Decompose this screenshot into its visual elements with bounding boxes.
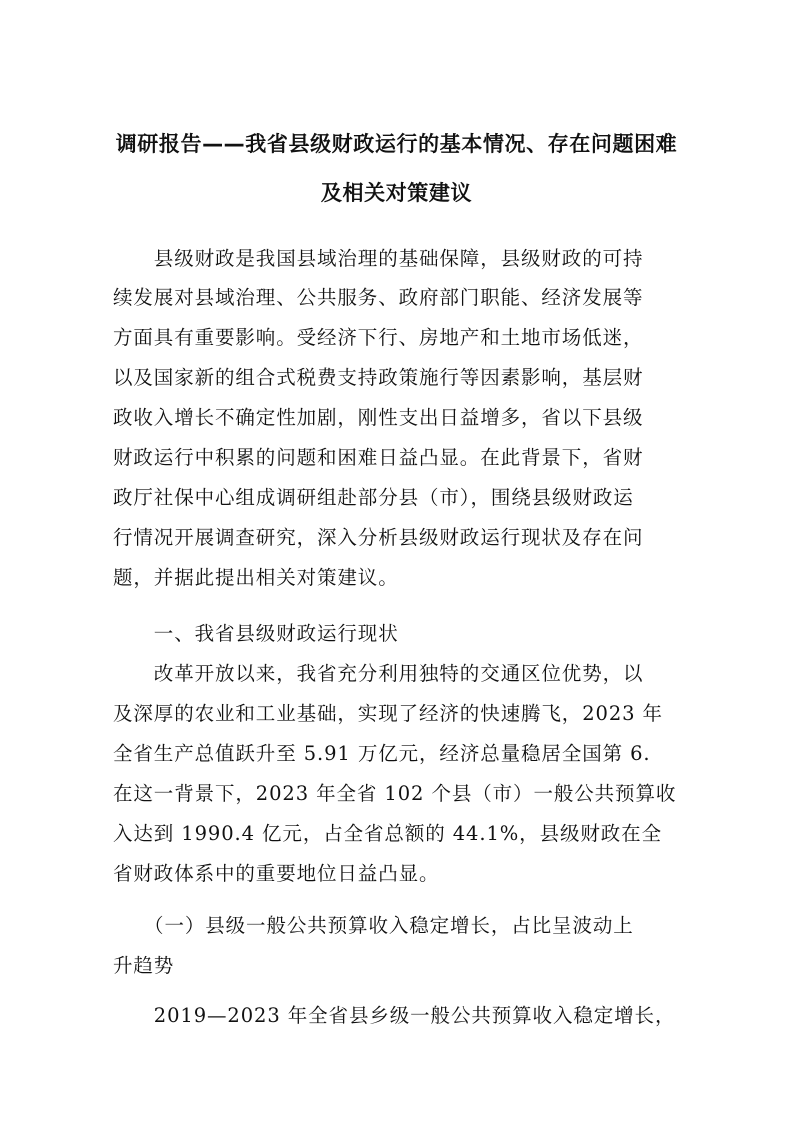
body-text-line: 及深厚的农业和工业基础，实现了经济的快速腾飞，2023 年 bbox=[113, 702, 663, 725]
body-text-line: 省财政体系中的重要地位日益凸显。 bbox=[113, 862, 440, 885]
body-text-line: 方面具有重要影响。受经济下行、房地产和土地市场低迷， bbox=[113, 326, 644, 349]
body-text-line: 在这一背景下，2023 年全省 102 个县（市）一般公共预算收 bbox=[113, 782, 677, 805]
document-title-line-1: 调研报告——我省县级财政运行的基本情况、存在问题困难 bbox=[115, 132, 678, 156]
subsection-heading-continued: 升趋势 bbox=[113, 954, 175, 977]
document-title-line-2: 及相关对策建议 bbox=[320, 181, 473, 205]
body-text-line: 入达到 1990.4 亿元，占全省总额的 44.1%，县级财政在全 bbox=[113, 822, 662, 845]
body-text-line: 续发展对县域治理、公共服务、政府部门职能、经济发展等 bbox=[113, 286, 644, 309]
body-text-line: 2019—2023 年全省县乡级一般公共预算收入稳定增长， bbox=[113, 1004, 676, 1027]
body-text-line: 以及国家新的组合式税费支持政策施行等因素影响，基层财 bbox=[113, 366, 644, 389]
body-text-line: 政收入增长不确定性加剧，刚性支出日益增多，省以下县级 bbox=[113, 406, 644, 429]
body-text-line: 政厅社保中心组成调研组赴部分县（市），围绕县级财政运 bbox=[113, 486, 634, 509]
body-text-line: 行情况开展调查研究，深入分析县级财政运行现状及存在问 bbox=[113, 526, 644, 549]
body-text-line: 县级财政是我国县域治理的基础保障，县级财政的可持 bbox=[113, 247, 644, 270]
subsection-heading: （一）县级一般公共预算收入稳定增长，占比呈波动上 bbox=[113, 914, 634, 937]
section-heading: 一、我省县级财政运行现状 bbox=[113, 622, 399, 645]
body-text-line: 全省生产总值跃升至 5.91 万亿元，经济总量稳居全国第 6. bbox=[113, 742, 651, 765]
body-text-line: 财政运行中积累的问题和困难日益凸显。在此背景下，省财 bbox=[113, 446, 644, 469]
body-text-line: 改革开放以来，我省充分利用独特的交通区位优势，以 bbox=[113, 662, 644, 685]
body-text-line: 题，并据此提出相关对策建议。 bbox=[113, 566, 399, 589]
